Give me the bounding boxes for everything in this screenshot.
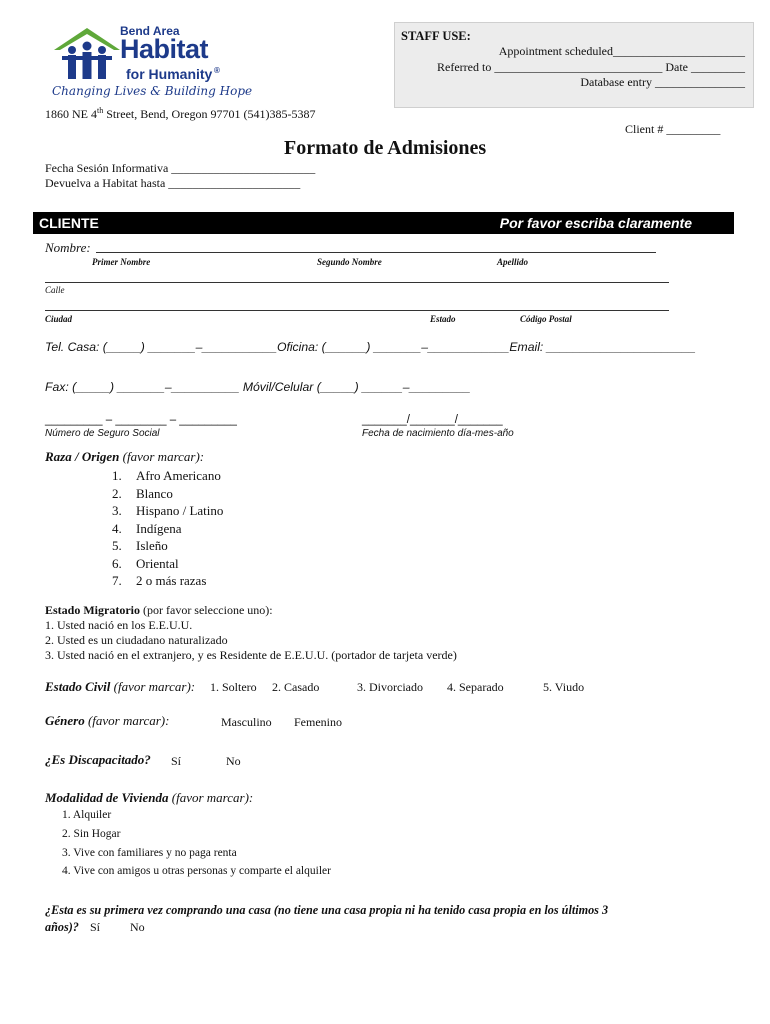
- name-label: Nombre:: [45, 240, 91, 255]
- race-option[interactable]: 1. Afro Americano: [112, 468, 221, 483]
- logo-registered: ®: [214, 66, 220, 75]
- logo-habitat: Habitat: [120, 34, 209, 64]
- form-title: Formato de Admisiones: [284, 137, 487, 159]
- civil-option[interactable]: 2. Casado: [272, 680, 320, 694]
- immigration-option[interactable]: 1. Usted nació en los E.E.U.U.: [45, 618, 193, 632]
- first-name-label: Primer Nombre: [92, 257, 151, 267]
- disabled-yes[interactable]: Sí: [171, 754, 182, 768]
- section-title: CLIENTE: [39, 215, 99, 231]
- housing-heading: Modalidad de Vivienda (favor marcar):: [45, 790, 254, 805]
- name-input[interactable]: [96, 252, 656, 253]
- city-label: Ciudad: [45, 314, 73, 324]
- staff-referred[interactable]: Referred to ____________________________ Date _________: [437, 60, 745, 74]
- housing-option[interactable]: 1. Alquiler: [62, 809, 112, 821]
- client-section-bar: [33, 212, 734, 234]
- zip-label: Código Postal: [520, 314, 572, 324]
- middle-name-label: Segundo Nombre: [317, 257, 382, 267]
- race-option[interactable]: 3. Hispano / Latino: [112, 503, 224, 518]
- houses-people-icon: [52, 26, 122, 86]
- civil-option[interactable]: 5. Viudo: [543, 680, 585, 694]
- race-option[interactable]: 5. Isleño: [112, 538, 168, 553]
- session-date-field[interactable]: Fecha Sesión Informativa ________________________: [45, 161, 316, 175]
- race-heading: Raza / Origen (favor marcar):: [45, 449, 205, 464]
- race-option[interactable]: 4. Indígena: [112, 520, 182, 536]
- first-home-question: ¿Esta es su primera vez comprando una casa (no tiene una casa propia ni ha tenido casa propia en los últimos 3: [45, 903, 609, 917]
- logo-for-humanity: for Humanity: [126, 66, 213, 82]
- logo-tagline: Changing Lives & Building Hope: [52, 84, 253, 98]
- section-note: Por favor escriba claramente: [499, 215, 692, 231]
- return-date-field[interactable]: Devuelva a Habitat hasta ______________________: [45, 176, 301, 190]
- dob-label: Fecha de nacimiento día-mes-año: [362, 428, 514, 439]
- disabled-no[interactable]: No: [226, 754, 241, 768]
- first-home-yes[interactable]: Sí: [90, 920, 101, 934]
- civil-option[interactable]: 3. Divorciado: [357, 680, 423, 694]
- state-label: Estado: [430, 314, 456, 324]
- race-option[interactable]: 7. 2 o más razas: [112, 573, 207, 588]
- staff-database[interactable]: Database entry _______________: [580, 75, 745, 89]
- staff-use-box: [394, 22, 754, 108]
- first-home-no[interactable]: No: [130, 920, 145, 934]
- civil-option[interactable]: 4. Separado: [447, 680, 504, 694]
- first-home-question-cont: años)?: [45, 920, 79, 934]
- last-name-label: Apellido: [497, 257, 528, 267]
- disabled-question: ¿Es Discapacitado?: [45, 752, 151, 767]
- immigration-option[interactable]: 3. Usted nació en el extranjero, y es Residente de E.E.U.U. (portador de tarjeta verde): [45, 648, 457, 662]
- phone-email-fields[interactable]: Tel. Casa: (_____) _______–___________Oficina: (______) _______–____________Email: ______________________: [45, 340, 696, 354]
- housing-option[interactable]: 2. Sin Hogar: [62, 828, 121, 840]
- city-state-zip-input[interactable]: [45, 310, 669, 311]
- gender-heading: Género (favor marcar):: [45, 713, 170, 728]
- civil-heading: Estado Civil (favor marcar):: [45, 679, 196, 694]
- client-number[interactable]: Client # _________: [625, 122, 721, 136]
- office-address: 1860 NE 4th Street, Bend, Oregon 97701 (541)385-5387: [45, 106, 316, 121]
- race-option[interactable]: 2. Blanco: [112, 485, 173, 501]
- housing-option[interactable]: 3. Vive con familiares y no paga renta: [62, 847, 237, 859]
- civil-option[interactable]: 1. Soltero: [210, 680, 257, 694]
- gender-option-male[interactable]: Masculino: [221, 715, 272, 729]
- street-input[interactable]: [45, 282, 669, 283]
- immigration-heading: Estado Migratorio (por favor seleccione uno):: [45, 603, 273, 617]
- street-label: Calle: [45, 285, 65, 295]
- fax-mobile-fields[interactable]: Fax: (_____) _______–__________ Móvil/Celular (_____) ______–_________: [45, 380, 471, 394]
- staff-title: STAFF USE:: [401, 29, 471, 43]
- staff-appointment[interactable]: Appointment scheduled______________________: [498, 44, 745, 58]
- gender-option-female[interactable]: Femenino: [294, 715, 342, 729]
- logo-bend-area: Bend Area: [120, 24, 180, 38]
- immigration-option[interactable]: 2. Usted es un ciudadano naturalizado: [45, 633, 228, 647]
- ssn-label: Número de Seguro Social: [45, 428, 160, 439]
- habitat-logo: [50, 22, 253, 102]
- ssn-input[interactable]: _________ – ________ – _________: [45, 414, 237, 426]
- race-options: [112, 467, 223, 590]
- housing-option[interactable]: 4. Vive con amigos u otras personas y comparte el alquiler: [62, 865, 331, 877]
- race-option[interactable]: 6. Oriental: [112, 555, 179, 571]
- dob-input[interactable]: _______/_______/_______: [362, 414, 503, 426]
